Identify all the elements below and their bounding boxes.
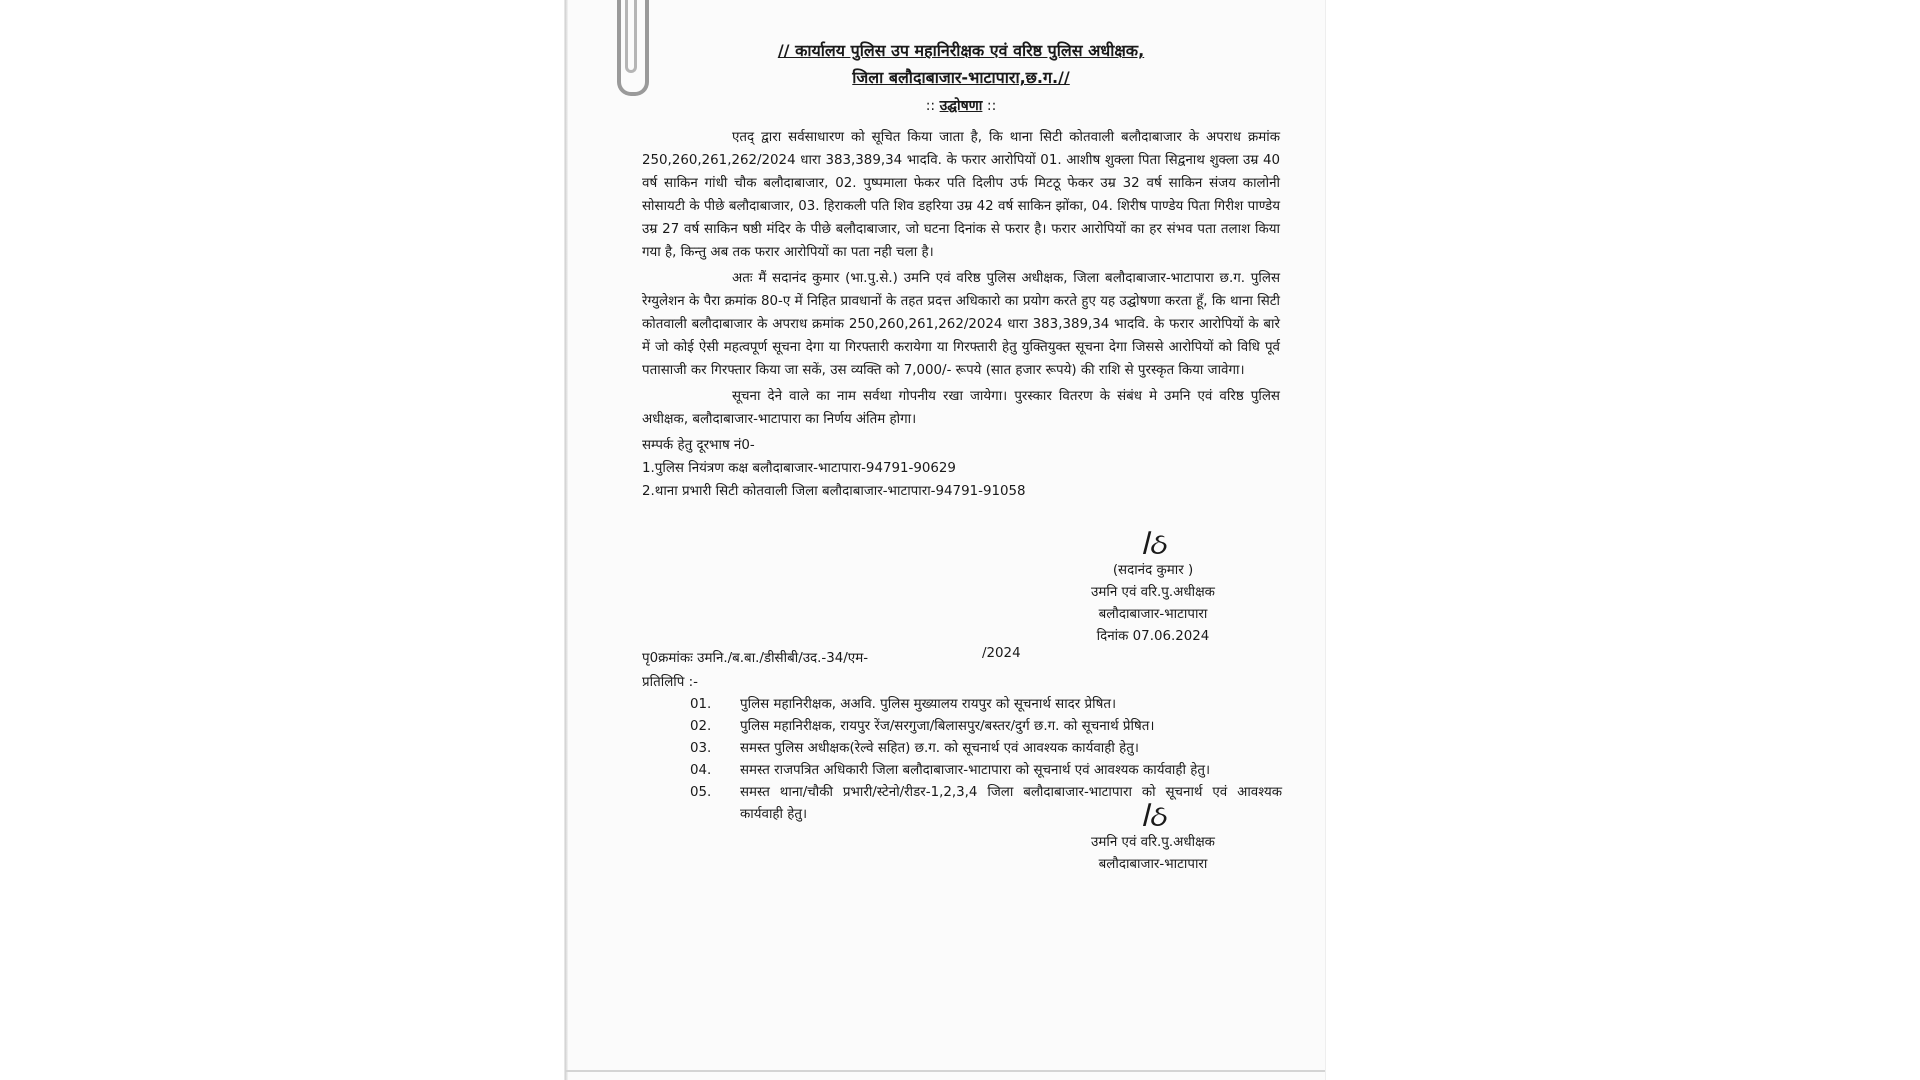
proclamation-heading: उद्घोषणा [939, 98, 983, 114]
copy-to-label: प्रतिलिपि :- [642, 675, 698, 690]
paragraph-reward-announcement: अतः मैं सदानंद कुमार (भा.पु.से.) उमनि एवं वरिष्ठ पुलिस अधीक्षक, जिला बलौदाबाजार-भाटापारा छ.ग. पुलिस रेग्युलेशन के पैरा क्रमांक 80-ए में निहित प्रावधानों के तहत प्रदत्त अधिकारो का प्रयोग करते हुए यह उद्घोषणा करता हूँ, कि थाना सिटी कोतवाली बलौदाबाजार के अपराध क्रमांक 250,260,261,262/2024 धारा 383,389,34 भादवि. के फरार आरोपियों के बारे में जो कोई ऐसी महत्वपूर्ण सूचना देगा या गिरफ्तारी करायेगा या गिरफ्तारी हेतु युक्तियुक्त सूचना देगा जिससे आरोपियों को विधि पूर्व पतासाजी कर गिरफ्तार किया जा सकें, उस व्यक्ति को 7,000/- रूपये (सात हजार रूपये) की राशि से पुरस्कृत किया जावेगा। [642, 271, 1280, 378]
proclamation-title [642, 95, 1280, 118]
paragraph-absconding-accused: एतद् द्वारा सर्वसाधारण को सूचित किया जाता है, कि थाना सिटी कोतवाली बलौदाबाजार के अपराध क्रमांक 250,260,261,262/2024 धारा 383,389,34 भादवि. के फरार आरोपियों 01. आशीष शुक्ला पिता सिद्वनाथ शुक्ला उम्र 40 वर्ष साकिन गांधी चौक बलौदाबाजार, 02. पुष्पमाला फेकर पति दिलीप उर्फ मिटठू फेकर उम्र 32 वर्ष साकिन संजय कालोनी सोसायटी के पीछे बलौदाबाजार, 03. हिराकली पति शिव डहरिया उम्र 42 वर्ष साकिन झोंका, 04. शिरीष पाण्डेय पिता गिरीश पाण्डेय उम्र 27 वर्ष साकिन षष्ठी मंदिर के पीछे बलौदाबाजार, जो घटना दिनांक से फरार है। फरार आरोपियों का हर संभव पता तलाश किया गया है, किन्तु अब तक फरार आरोपियों का पता नही चला है। [642, 130, 1280, 260]
signatory-name: (सदानंद कुमार ) [1112, 563, 1194, 578]
list-item-text: पुलिस महानिरीक्षक, अअवि. पुलिस मुख्यालय रायपुर को सूचनार्थ सादर प्रेषित। [740, 697, 1117, 712]
list-item-number: 03. [690, 741, 712, 756]
signatory-designation: उमनि एवं वरि.पु.अधीक्षक [1091, 585, 1215, 600]
list-item [642, 738, 1282, 760]
proclamation-prefix: :: [925, 98, 936, 114]
reference-number: पृ0क्रमांकः उमनि./ब.बा./डीसीबी/उद.-34/एम- [642, 651, 869, 666]
list-item-number: 01. [690, 697, 712, 712]
page-edge-shadow [565, 0, 568, 1080]
signature-date: दिनांक 07.06.2024 [1096, 629, 1210, 644]
paragraph-confidentiality: सूचना देने वाले का नाम सर्वथा गोपनीय रखा जायेगा। पुरस्कार वितरण के संबंध मे उमनि एवं वरिष्ठ पुलिस अधीक्षक, बलौदाबाजार-भाटापारा का निर्णय अंतिम होगा। [642, 389, 1280, 427]
scan-bottom-edge [565, 1070, 1325, 1072]
contact-heading: सम्पर्क हेतु दूरभाष नं0- [642, 438, 755, 453]
signatory-place: बलौदाबाजार-भाटापारा [1098, 857, 1208, 872]
office-header-line1: // कार्यालय पुलिस उप महानिरीक्षक एवं वरिष्ठ पुलिस अधीक्षक, [777, 41, 1145, 60]
list-item-text: समस्त थाना/चौकी प्रभारी/स्टेनो/रीडर-1,2,3,4 जिला बलौदाबाजार-भाटापारा को सूचनार्थ एवं आवश्यक कार्यवाही हेतु। [740, 785, 1282, 822]
contact-line-control-room: 1.पुलिस नियंत्रण कक्ष बलौदाबाजार-भाटापारा-94791-90629 [642, 461, 956, 476]
proclamation-suffix: :: [986, 98, 997, 114]
list-item [642, 760, 1282, 782]
signature-block-primary [1033, 527, 1273, 648]
handwritten-signature: ا​ઠ​ [1140, 527, 1166, 562]
contact-line-station-incharge: 2.थाना प्रभारी सिटी कोतवाली जिला बलौदाबाजार-भाटापारा-94791-91058 [642, 484, 1026, 499]
signatory-place: बलौदाबाजार-भाटापारा [1098, 607, 1208, 622]
list-item [642, 716, 1282, 738]
list-item-text: पुलिस महानिरीक्षक, रायपुर रेंज/सरगुजा/बिलासपुर/बस्तर/दुर्ग छ.ग. को सूचनार्थ प्रेषित। [740, 719, 1155, 734]
reference-year: /2024 [982, 646, 1021, 661]
list-item-text: समस्त राजपत्रित अधिकारी जिला बलौदाबाजार-भाटापारा को सूचनार्थ एवं आवश्यक कार्यवाही हेतु। [740, 763, 1211, 778]
list-item-number: 05. [690, 785, 712, 800]
office-header-line2: जिला बलौदाबाजार-भाटापारा,छ.ग.// [852, 68, 1070, 87]
list-item-number: 02. [690, 719, 712, 734]
document-page [565, 0, 1325, 1080]
list-item-number: 04. [690, 763, 712, 778]
list-item [642, 694, 1282, 716]
document-body [642, 36, 1280, 503]
list-item-text: समस्त पुलिस अधीक्षक(रेल्वे सहित) छ.ग. को सूचनार्थ एवं आवश्यक कार्यवाही हेतु। [740, 741, 1139, 756]
signature-block-secondary [1033, 799, 1273, 876]
signatory-designation: उमनि एवं वरि.पु.अधीक्षक [1091, 835, 1215, 850]
handwritten-signature: ا​ઠ​ [1140, 799, 1166, 834]
